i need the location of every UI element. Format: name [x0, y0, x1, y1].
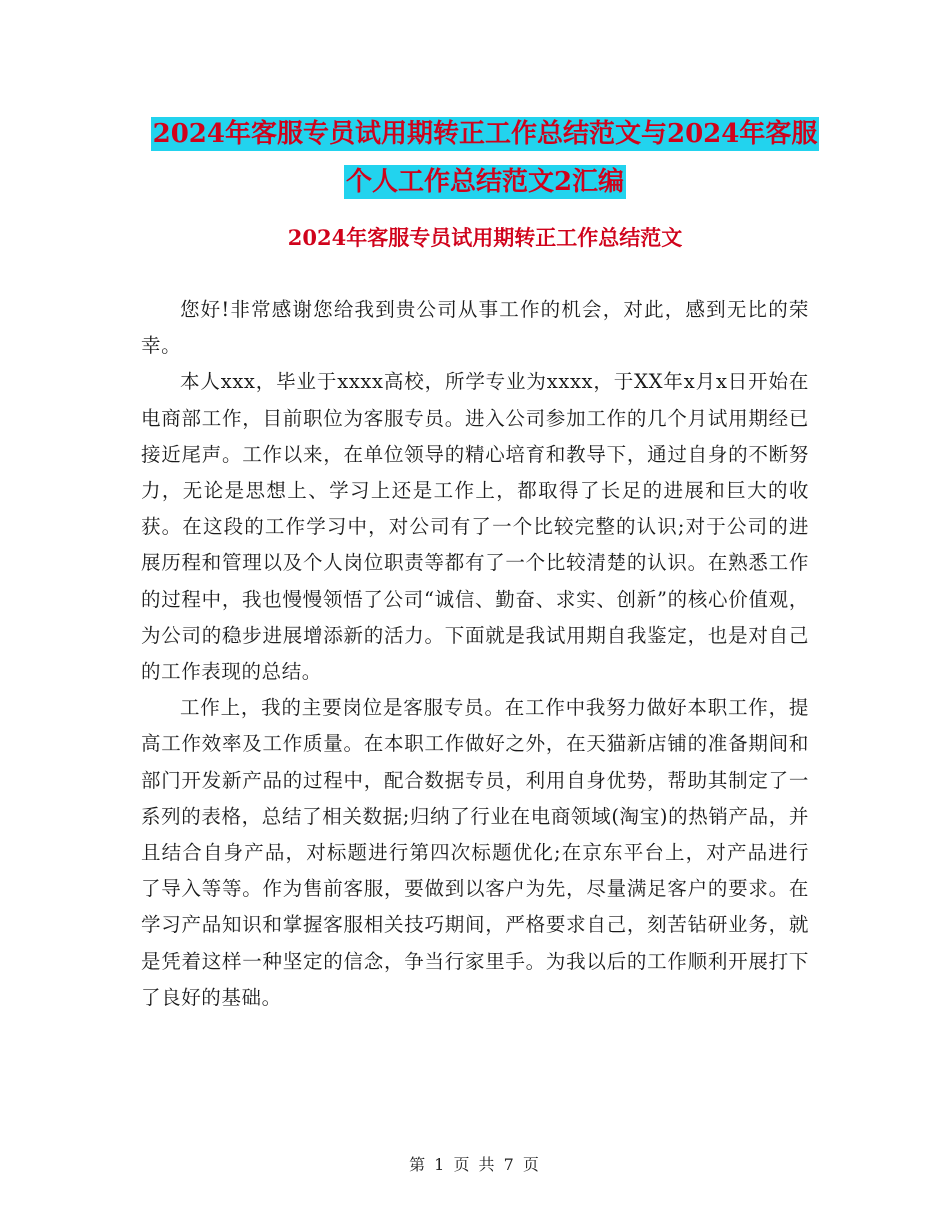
- paragraph: 本人xxx，毕业于xxxx高校，所学专业为xxxx，于XX年x月x日开始在电商部工作，目前职位为客服专员。进入公司参加工作的几个月试用期经已接近尾声。工作以来，在单位领导的精心培育和教导下，通过自身的不断努力，无论是思想上、学习上还是工作上，都取得了长足的进展和巨大的收获。在这段的工作学习中，对公司有了一个比较完整的认识;对于公司的进展历程和管理以及个人岗位职责等都有了一个比较清楚的认识。在熟悉工作的过程中，我也慢慢领悟了公司“诚信、勤奋、求实、创新”的核心价值观，为公司的稳步进展增添新的活力。下面就是我试用期自我鉴定，也是对自己的工作表现的总结。: [141, 370, 809, 684]
- paragraph: 您好!非常感谢您给我到贵公司从事工作的机会，对此，感到无比的荣幸。: [141, 298, 809, 358]
- document-title: [140, 110, 830, 206]
- section-title: 2024年客服专员试用期转正工作总结范文: [287, 225, 683, 250]
- document-title-text: 2024年客服专员试用期转正工作总结范文与2024年客服个人工作总结范文2汇编: [152, 119, 818, 197]
- page-number: 第 1 页 共 7 页: [409, 1155, 541, 1174]
- document-body: [141, 292, 809, 1016]
- paragraph: 工作上，我的主要岗位是客服专员。在工作中我努力做好本职工作，提高工作效率及工作质量。在本职工作做好之外，在天猫新店铺的准备期间和部门开发新产品的过程中，配合数据专员，利用自身优势，帮助其制定了一系列的表格，总结了相关数据;归纳了行业在电商领域(淘宝)的热销产品，并且结合自身产品，对标题进行第四次标题优化;在京东平台上，对产品进行了导入等等。作为售前客服，要做到以客户为先，尽量满足客户的要求。在学习产品知识和掌握客服相关技巧期间，严格要求自己，刻苦钻研业务，就是凭着这样一种坚定的信念，争当行家里手。为我以后的工作顺利开展打下了良好的基础。: [141, 696, 809, 1009]
- page-footer: [0, 1152, 950, 1175]
